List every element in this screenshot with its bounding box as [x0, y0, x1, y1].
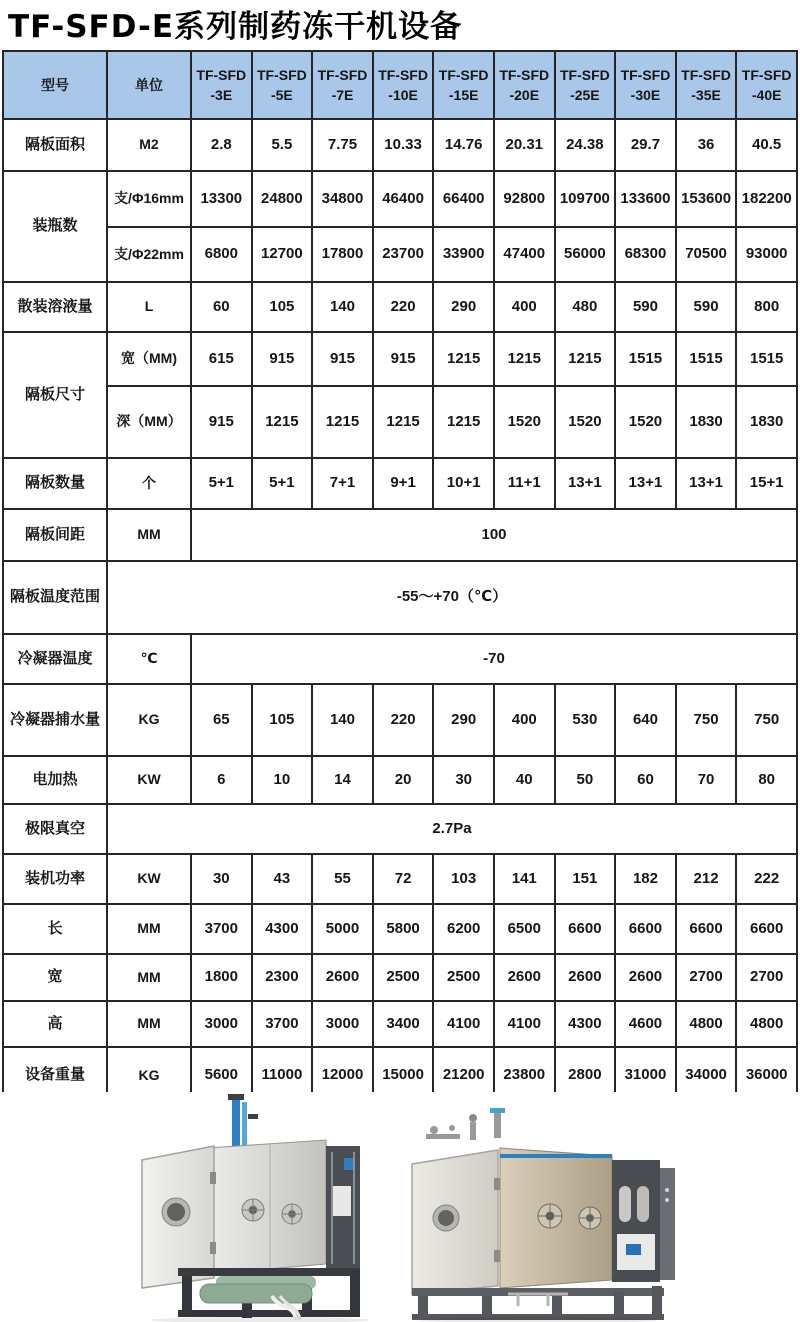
cell-value: 5000	[312, 904, 373, 954]
model-suffix: -7E	[331, 87, 354, 104]
cell-value: 13+1	[615, 458, 676, 509]
cell-value: 2500	[433, 954, 494, 1001]
row-unit: MM	[107, 904, 191, 954]
cell-value: 34000	[676, 1047, 737, 1104]
model-suffix: -15E	[448, 87, 479, 104]
model-prefix: TF-SFD	[681, 66, 731, 83]
column-header-model-name	[494, 51, 555, 119]
model-suffix: -25E	[570, 87, 600, 104]
row-unit: L	[107, 282, 191, 332]
table-row	[3, 282, 797, 332]
cell-value: 400	[494, 282, 555, 332]
cell-value: 10.33	[373, 119, 434, 171]
column-header-model-name	[555, 51, 616, 119]
top-valves	[426, 1108, 505, 1140]
column-header-model-name	[433, 51, 494, 119]
model-suffix: -30E	[630, 87, 661, 104]
cell-value: 915	[252, 332, 313, 386]
row-label: 电加热	[3, 756, 107, 804]
row-unit: KG	[107, 1047, 191, 1104]
cell-value: 29.7	[615, 119, 676, 171]
pipe-fitting-2	[248, 1114, 258, 1119]
cell-value: 750	[676, 684, 737, 756]
cell-value: 2600	[615, 954, 676, 1001]
cell-value: 15+1	[736, 458, 797, 509]
row-label: 长	[3, 904, 107, 954]
table-row	[3, 509, 797, 561]
cell-value: 31000	[615, 1047, 676, 1104]
cell-value: 20	[373, 756, 434, 804]
cell-value: 6	[191, 756, 252, 804]
frame-rail	[178, 1310, 360, 1317]
cell-value: 70	[676, 756, 737, 804]
cell-value: 640	[615, 684, 676, 756]
model-prefix: TF-SFD	[196, 66, 247, 83]
table-row	[3, 458, 797, 509]
cell-value: 3000	[312, 1001, 373, 1047]
cell-value: 3400	[373, 1001, 434, 1047]
frame-leg-4	[350, 1270, 360, 1316]
spec-table-header	[3, 51, 797, 119]
cell-value: 46400	[373, 171, 434, 227]
cell-value: 1215	[373, 386, 434, 458]
cell-value: 1215	[312, 386, 373, 458]
cell-value: 11+1	[494, 458, 555, 509]
porthole-handwheel-2	[579, 1207, 601, 1229]
porthole-glass	[167, 1203, 185, 1221]
rack-tank	[619, 1186, 631, 1222]
freeze-dryer-photo-right	[398, 1094, 680, 1322]
cell-value: 133600	[615, 171, 676, 227]
cell-value: 220	[373, 684, 434, 756]
cell-value: 140	[312, 684, 373, 756]
table-row	[3, 171, 797, 227]
cell-value: 212	[676, 854, 737, 904]
model-prefix: TF-SFD	[499, 66, 550, 83]
cell-value: 13+1	[555, 458, 616, 509]
cell-value: 6200	[433, 904, 494, 954]
column-header-model-name	[676, 51, 737, 119]
table-row	[3, 386, 797, 458]
cell-value: 1215	[555, 332, 616, 386]
row-label: 宽	[3, 954, 107, 1001]
row-unit: MM	[107, 954, 191, 1001]
table-row	[3, 684, 797, 756]
row-unit: ℃	[107, 634, 191, 684]
page-title: TF-SFD-E系列制药冻干机设备	[8, 9, 463, 45]
cell-value: 590	[615, 282, 676, 332]
cell-value: 40	[494, 756, 555, 804]
table-row	[3, 854, 797, 904]
row-label: 隔板温度范围	[3, 561, 107, 634]
porthole-handwheel	[538, 1204, 562, 1228]
shadow	[150, 1317, 370, 1322]
model-suffix: -35E	[691, 87, 721, 104]
cell-value: 5800	[373, 904, 434, 954]
cell-value: 4100	[494, 1001, 555, 1047]
cell-value: 6600	[736, 904, 797, 954]
cell-value: 6600	[676, 904, 737, 954]
rack-valve	[626, 1244, 641, 1255]
cell-value: 60	[615, 756, 676, 804]
table-row	[3, 804, 797, 854]
cell-value: 153600	[676, 171, 737, 227]
cell-value: 4800	[736, 1001, 797, 1047]
cell-value: 14	[312, 756, 373, 804]
cell-value: 93000	[736, 227, 797, 282]
cell-value: 1215	[433, 386, 494, 458]
cell-value: 6800	[191, 227, 252, 282]
cell-value: 21200	[433, 1047, 494, 1104]
product-photos	[0, 1092, 800, 1322]
pipe-fitting	[228, 1094, 244, 1100]
row-label: 极限真空	[3, 804, 107, 854]
model-prefix: TF-SFD	[317, 66, 368, 83]
freeze-dryer-photo-left	[120, 1094, 392, 1322]
row-unit: 宽（MM)	[107, 332, 191, 386]
model-suffix: -3E	[210, 87, 233, 104]
cell-value: 1215	[433, 332, 494, 386]
cell-value: 105	[252, 282, 313, 332]
cell-value: 1520	[615, 386, 676, 458]
row-label: 装瓶数	[3, 171, 107, 282]
header-row	[3, 51, 797, 119]
cell-value: 1215	[252, 386, 313, 458]
cell-value: 24800	[252, 171, 313, 227]
cell-value: 222	[736, 854, 797, 904]
merged-value: -70	[191, 634, 797, 684]
cell-value: 36000	[736, 1047, 797, 1104]
cell-value: 20.31	[494, 119, 555, 171]
table-row	[3, 227, 797, 282]
cell-value: 2500	[373, 954, 434, 1001]
cell-value: 590	[676, 282, 737, 332]
cell-value: 4600	[615, 1001, 676, 1047]
chamber-body	[208, 1140, 326, 1274]
cell-value: 2300	[252, 954, 313, 1001]
cell-value: 5+1	[191, 458, 252, 509]
spec-table-body	[3, 119, 797, 1104]
cell-value: 182200	[736, 171, 797, 227]
row-label: 散装溶液量	[3, 282, 107, 332]
model-prefix: TF-SFD	[741, 66, 792, 83]
cell-value: 220	[373, 282, 434, 332]
door-hinge	[210, 1172, 216, 1184]
model-suffix: -5E	[270, 87, 293, 104]
cell-value: 182	[615, 854, 676, 904]
row-label: 冷凝器捕水量	[3, 684, 107, 756]
cell-value: 33900	[433, 227, 494, 282]
cell-value: 1520	[555, 386, 616, 458]
row-unit: MM	[107, 1001, 191, 1047]
cell-value: 5.5	[252, 119, 313, 171]
model-suffix: -10E	[388, 87, 418, 104]
cell-value: 6500	[494, 904, 555, 954]
cell-value: 109700	[555, 171, 616, 227]
cell-value: 56000	[555, 227, 616, 282]
cell-value: 6600	[555, 904, 616, 954]
model-prefix: TF-SFD	[620, 66, 671, 83]
condenser-cylinder	[200, 1284, 312, 1303]
merged-value: 2.7Pa	[107, 804, 797, 854]
table-row	[3, 904, 797, 954]
model-prefix: TF-SFD	[378, 66, 428, 83]
row-unit: KW	[107, 756, 191, 804]
row-unit: M2	[107, 119, 191, 171]
cell-value: 400	[494, 684, 555, 756]
cell-value: 80	[736, 756, 797, 804]
cell-value: 480	[555, 282, 616, 332]
cell-value: 12700	[252, 227, 313, 282]
rack-tank-2	[637, 1186, 649, 1222]
spec-table	[2, 50, 798, 1105]
cell-value: 141	[494, 854, 555, 904]
cell-value: 7.75	[312, 119, 373, 171]
cell-value: 800	[736, 282, 797, 332]
cell-value: 1515	[615, 332, 676, 386]
column-header-model-name	[736, 51, 797, 119]
cell-value: 7+1	[312, 458, 373, 509]
cell-value: 23800	[494, 1047, 555, 1104]
cell-value: 750	[736, 684, 797, 756]
column-header-model-name	[252, 51, 313, 119]
rack-valve	[344, 1158, 353, 1170]
cell-value: 1515	[736, 332, 797, 386]
pipe-blue	[232, 1096, 240, 1148]
pipe-blue-2	[242, 1102, 247, 1148]
cell-value: 2700	[736, 954, 797, 1001]
cell-value: 47400	[494, 227, 555, 282]
row-label: 隔板面积	[3, 119, 107, 171]
cell-value: 10+1	[433, 458, 494, 509]
porthole-handwheel-2	[282, 1204, 302, 1224]
cell-value: 105	[252, 684, 313, 756]
cell-value: 1830	[736, 386, 797, 458]
cell-value: 14.76	[433, 119, 494, 171]
cell-value: 3700	[191, 904, 252, 954]
table-row	[3, 119, 797, 171]
cell-value: 50	[555, 756, 616, 804]
cell-value: 15000	[373, 1047, 434, 1104]
cell-value: 151	[555, 854, 616, 904]
merged-value: 100	[191, 509, 797, 561]
control-cabinet	[660, 1168, 675, 1280]
row-label: 高	[3, 1001, 107, 1047]
row-label: 隔板尺寸	[3, 332, 107, 458]
cell-value: 3700	[252, 1001, 313, 1047]
cell-value: 530	[555, 684, 616, 756]
cell-value: 103	[433, 854, 494, 904]
cell-value: 3000	[191, 1001, 252, 1047]
model-prefix: TF-SFD	[559, 66, 610, 83]
column-header-model-name	[615, 51, 676, 119]
cell-value: 140	[312, 282, 373, 332]
cell-value: 290	[433, 282, 494, 332]
cell-value: 17800	[312, 227, 373, 282]
door-hinge-2	[210, 1242, 216, 1254]
cell-value: 66400	[433, 171, 494, 227]
porthole-handwheel	[242, 1199, 264, 1221]
cell-value: 34800	[312, 171, 373, 227]
merged-value: -55～+70（℃）	[107, 561, 797, 634]
cell-value: 10	[252, 756, 313, 804]
cell-value: 2.8	[191, 119, 252, 171]
cell-value: 40.5	[736, 119, 797, 171]
rack-panel	[331, 1186, 351, 1216]
cell-value: 60	[191, 282, 252, 332]
row-unit: 支/Φ22mm	[107, 227, 191, 282]
cell-value: 5600	[191, 1047, 252, 1104]
cell-value: 1515	[676, 332, 737, 386]
cell-value: 23700	[373, 227, 434, 282]
table-row	[3, 332, 797, 386]
cell-value: 6600	[615, 904, 676, 954]
cell-value: 2600	[555, 954, 616, 1001]
cell-value: 4300	[252, 904, 313, 954]
table-row	[3, 634, 797, 684]
cell-value: 9+1	[373, 458, 434, 509]
cell-value: 11000	[252, 1047, 313, 1104]
row-label: 隔板数量	[3, 458, 107, 509]
cell-value: 4100	[433, 1001, 494, 1047]
model-prefix: TF-SFD	[257, 66, 307, 83]
cell-value: 12000	[312, 1047, 373, 1104]
table-row	[3, 954, 797, 1001]
cell-value: 915	[373, 332, 434, 386]
cell-value: 68300	[615, 227, 676, 282]
cell-value: 1520	[494, 386, 555, 458]
row-label: 隔板间距	[3, 509, 107, 561]
row-unit: MM	[107, 509, 191, 561]
row-unit: 个	[107, 458, 191, 509]
column-header-unit: 单位	[107, 51, 191, 119]
model-prefix: TF-SFD	[438, 66, 489, 83]
cell-value: 1215	[494, 332, 555, 386]
row-unit: KG	[107, 684, 191, 756]
cell-value: 4800	[676, 1001, 737, 1047]
column-header-model: 型号	[3, 51, 107, 119]
cell-value: 290	[433, 684, 494, 756]
cell-value: 65	[191, 684, 252, 756]
cell-value: 2600	[312, 954, 373, 1001]
cell-value: 70500	[676, 227, 737, 282]
cell-value: 13+1	[676, 458, 737, 509]
cell-value: 915	[312, 332, 373, 386]
top-blue-rail	[500, 1154, 612, 1158]
table-row	[3, 1001, 797, 1047]
cell-value: 1800	[191, 954, 252, 1001]
cell-value: 30	[433, 756, 494, 804]
cell-value: 615	[191, 332, 252, 386]
column-header-model-name	[312, 51, 373, 119]
porthole-glass	[438, 1210, 454, 1226]
cell-value: 2700	[676, 954, 737, 1001]
table-row	[3, 756, 797, 804]
cell-value: 24.38	[555, 119, 616, 171]
cell-value: 30	[191, 854, 252, 904]
cell-value: 43	[252, 854, 313, 904]
cell-value: 1830	[676, 386, 737, 458]
row-label: 冷凝器温度	[3, 634, 107, 684]
cell-value: 72	[373, 854, 434, 904]
model-suffix: -20E	[509, 87, 540, 104]
frame-leg-5	[652, 1286, 662, 1318]
cell-value: 36	[676, 119, 737, 171]
row-unit: 深（MM）	[107, 386, 191, 458]
cell-value: 92800	[494, 171, 555, 227]
cell-value: 2600	[494, 954, 555, 1001]
row-unit: 支/Φ16mm	[107, 171, 191, 227]
cell-value: 5+1	[252, 458, 313, 509]
cell-value: 2800	[555, 1047, 616, 1104]
row-label: 设备重量	[3, 1047, 107, 1104]
cell-value: 13300	[191, 171, 252, 227]
row-label: 装机功率	[3, 854, 107, 904]
row-unit: KW	[107, 854, 191, 904]
cell-value: 55	[312, 854, 373, 904]
cell-value: 4300	[555, 1001, 616, 1047]
model-suffix: -40E	[751, 87, 782, 104]
cell-value: 915	[191, 386, 252, 458]
column-header-model-name	[373, 51, 434, 119]
table-row	[3, 561, 797, 634]
frame-beam	[178, 1268, 360, 1276]
column-header-model-name	[191, 51, 252, 119]
